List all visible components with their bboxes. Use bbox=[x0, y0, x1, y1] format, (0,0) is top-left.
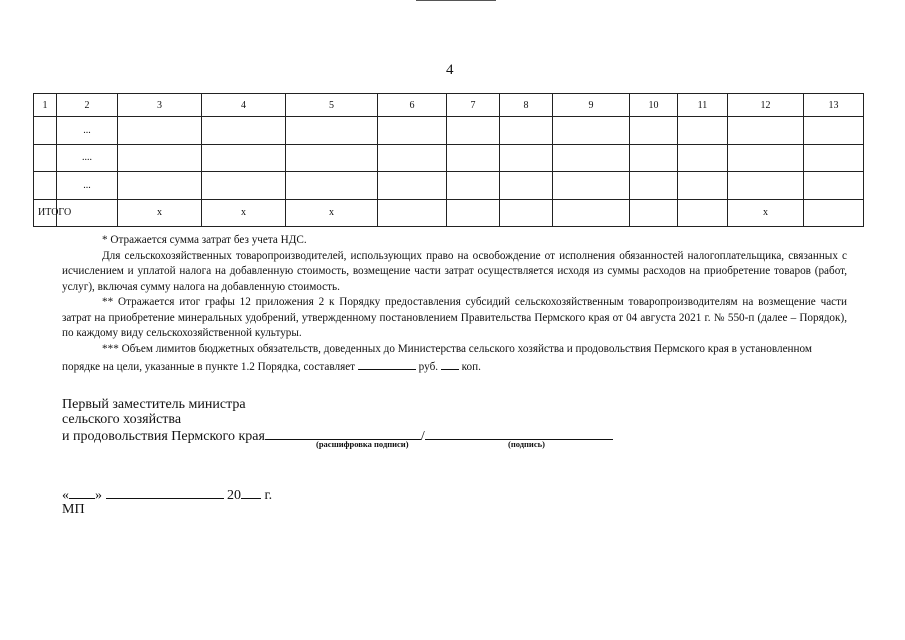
top-rule bbox=[416, 0, 496, 1]
table-cell-col-11[interactable] bbox=[678, 199, 728, 226]
year-field[interactable] bbox=[241, 486, 261, 499]
table-cell-col-4[interactable] bbox=[202, 144, 286, 171]
table-cell-col-13[interactable] bbox=[804, 144, 864, 171]
table-cell-col-7: 7 bbox=[447, 94, 500, 117]
date-open-quote: « bbox=[62, 488, 69, 503]
signatory-title-line3: и продовольствия Пермского края bbox=[62, 429, 265, 444]
table-cell-col-13[interactable] bbox=[804, 172, 864, 199]
footnote-vat-exemption: Для сельскохозяйственных товаропроизводителей, использующих право на освобождение от исполнения обязанностей налогоплательщика, связанных с исчислением и уплатой налога на добавленную стоимость, возмещение части затрат осуществляется исходя из суммы расходов на приобретение товаров (работ, услуг), включая сумму налога на добавленную стоимость. bbox=[62, 249, 847, 293]
year-suffix: г. bbox=[264, 488, 273, 503]
table-cell-col-10[interactable] bbox=[630, 144, 678, 171]
table-cell-col-9[interactable] bbox=[553, 144, 630, 171]
table-cell-col-9: 9 bbox=[553, 94, 630, 117]
table-cell-col-3[interactable]: x bbox=[118, 199, 202, 226]
caption-decoding: (расшифровка подписи) bbox=[316, 439, 409, 449]
table-cell-col-8: 8 bbox=[500, 94, 553, 117]
table-cell-col-10[interactable] bbox=[630, 172, 678, 199]
table-cell-col-12: 12 bbox=[728, 94, 804, 117]
table-cell-col-6[interactable] bbox=[378, 172, 447, 199]
kop-label: коп. bbox=[461, 361, 481, 373]
table-cell-col-5[interactable] bbox=[286, 144, 378, 171]
table-cell-col-9[interactable] bbox=[553, 199, 630, 226]
form-table bbox=[33, 93, 864, 227]
date-close-quote: » bbox=[95, 488, 102, 503]
table-cell-col-6: 6 bbox=[378, 94, 447, 117]
table-cell-col-4[interactable]: x bbox=[202, 199, 286, 226]
signature-block bbox=[62, 397, 613, 444]
table-cell-col-6[interactable] bbox=[378, 199, 447, 226]
table-cell-col-3[interactable] bbox=[118, 144, 202, 171]
table-cell-col-1: 1 bbox=[34, 94, 57, 117]
table-cell-col-11[interactable] bbox=[678, 172, 728, 199]
signatory-title-line1: Первый заместитель министра bbox=[62, 397, 246, 412]
footnote-limits-text: *** Объем лимитов бюджетных обязательств, доведенных до Министерства сельского хозяйства и продовольствия Пермского края в установленном порядке на цели, указанные в пункте 1.2 Порядка, составляет bbox=[62, 342, 812, 373]
month-field[interactable] bbox=[106, 486, 224, 499]
table-cell-col-3: 3 bbox=[118, 94, 202, 117]
table-cell-col-11[interactable] bbox=[678, 144, 728, 171]
table-cell-col-5[interactable] bbox=[286, 172, 378, 199]
footnote-limits bbox=[62, 342, 847, 376]
table-cell-col-10: 10 bbox=[630, 94, 678, 117]
table-cell-col-9[interactable] bbox=[553, 172, 630, 199]
page-number: 4 bbox=[446, 62, 454, 78]
table-cell-col-3[interactable] bbox=[118, 117, 202, 144]
table-cell-col-2[interactable]: .... bbox=[57, 144, 118, 171]
footnote-total: ** Отражается итог графы 12 приложения 2 к Порядку предоставления субсидий сельскохозяйственным товаропроизводителям на возмещение части затрат на приобретение минеральных удобрений, утвержденному постановлением Правительства Пермского края от 04 августа 2021 г. № 550-п (далее – Порядок), по каждому виду сельскохозяйственной культуры. bbox=[62, 296, 847, 339]
table-header-row bbox=[34, 94, 864, 117]
table-cell-col-8[interactable] bbox=[500, 199, 553, 226]
date-line bbox=[62, 486, 272, 504]
table-cell-col-12[interactable] bbox=[728, 172, 804, 199]
kop-blank[interactable] bbox=[441, 357, 459, 370]
table-cell-col-13: 13 bbox=[804, 94, 864, 117]
table-cell-col-1[interactable] bbox=[34, 117, 57, 144]
table-cell-col-8[interactable] bbox=[500, 117, 553, 144]
table-cell-col-4[interactable] bbox=[202, 172, 286, 199]
day-field[interactable] bbox=[69, 486, 95, 499]
table-cell-col-12[interactable] bbox=[728, 117, 804, 144]
table-cell-col-11: 11 bbox=[678, 94, 728, 117]
table-cell-col-13[interactable] bbox=[804, 117, 864, 144]
table-cell-col-10[interactable] bbox=[630, 117, 678, 144]
table-cell-col-4[interactable] bbox=[202, 117, 286, 144]
table-cell-col-7[interactable] bbox=[447, 144, 500, 171]
table-cell-col-1[interactable]: ИТОГО bbox=[34, 199, 57, 226]
table-row bbox=[34, 117, 864, 144]
rub-blank[interactable] bbox=[358, 357, 416, 370]
footnote-vat: * Отражается сумма затрат без учета НДС. bbox=[102, 234, 307, 246]
rub-label: руб. bbox=[418, 361, 439, 373]
table-cell-col-13[interactable] bbox=[804, 199, 864, 226]
table-cell-col-12[interactable] bbox=[728, 144, 804, 171]
signatory-title-line2: сельского хозяйства bbox=[62, 412, 182, 427]
table-cell-col-6[interactable] bbox=[378, 117, 447, 144]
table-cell-col-8[interactable] bbox=[500, 172, 553, 199]
year-prefix: 20 bbox=[227, 488, 241, 503]
table-cell-col-9[interactable] bbox=[553, 117, 630, 144]
table-cell-col-2[interactable]: ... bbox=[57, 117, 118, 144]
signature-separator: / bbox=[420, 429, 425, 444]
stamp-mark: МП bbox=[62, 502, 85, 517]
table-cell-col-4: 4 bbox=[202, 94, 286, 117]
table-total-row bbox=[34, 199, 864, 226]
table-cell-col-8[interactable] bbox=[500, 144, 553, 171]
table-cell-col-2: 2 bbox=[57, 94, 118, 117]
table-cell-col-5: 5 bbox=[286, 94, 378, 117]
table-cell-col-7[interactable] bbox=[447, 117, 500, 144]
table-row bbox=[34, 144, 864, 171]
table-cell-col-7[interactable] bbox=[447, 172, 500, 199]
table-cell-col-2[interactable]: ... bbox=[57, 172, 118, 199]
footnotes bbox=[62, 233, 847, 376]
table-cell-col-5[interactable]: x bbox=[286, 199, 378, 226]
caption-signature: (подпись) bbox=[508, 439, 545, 449]
table-cell-col-12[interactable]: x bbox=[728, 199, 804, 226]
table-row bbox=[34, 172, 864, 199]
table-cell-col-5[interactable] bbox=[286, 117, 378, 144]
table-cell-col-1[interactable] bbox=[34, 144, 57, 171]
table-cell-col-7[interactable] bbox=[447, 199, 500, 226]
table-cell-col-3[interactable] bbox=[118, 172, 202, 199]
table-cell-col-6[interactable] bbox=[378, 144, 447, 171]
table-cell-col-11[interactable] bbox=[678, 117, 728, 144]
table-cell-col-10[interactable] bbox=[630, 199, 678, 226]
table-cell-col-1[interactable] bbox=[34, 172, 57, 199]
